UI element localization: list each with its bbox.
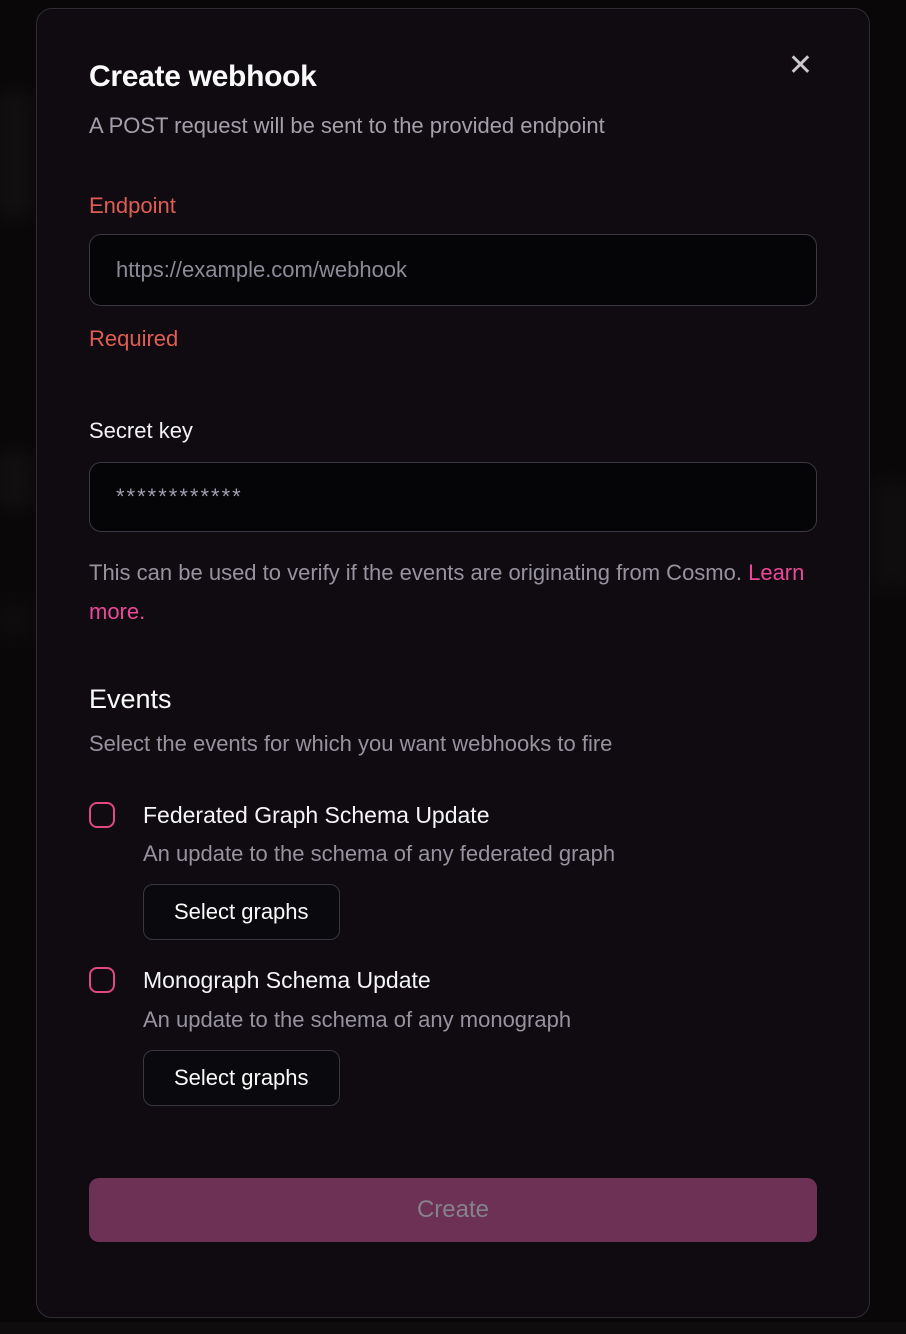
secret-key-input[interactable] bbox=[89, 462, 817, 532]
endpoint-label: Endpoint bbox=[89, 192, 176, 218]
close-button[interactable] bbox=[788, 51, 813, 81]
event-body bbox=[143, 964, 571, 1106]
dimmed-background-remnant bbox=[0, 450, 34, 510]
select-graphs-button-federated[interactable]: Select graphs bbox=[143, 884, 340, 940]
secret-key-help bbox=[89, 554, 817, 631]
dimmed-background-strip bbox=[0, 1322, 906, 1334]
dimmed-background-remnant bbox=[0, 600, 34, 640]
event-label: Monograph Schema Update bbox=[143, 967, 431, 994]
endpoint-required-error: Required bbox=[89, 326, 179, 352]
event-label: Federated Graph Schema Update bbox=[143, 801, 490, 828]
event-row-monograph bbox=[89, 964, 817, 1106]
event-description: An update to the schema of any federated graph bbox=[143, 840, 616, 866]
create-button[interactable]: Create bbox=[89, 1178, 817, 1242]
endpoint-input[interactable] bbox=[89, 234, 817, 306]
secret-key-help-text: This can be used to verify if the events are originating from Cosmo. bbox=[89, 560, 749, 586]
learn-more-link[interactable]: Learn more. bbox=[89, 560, 805, 624]
event-checkbox-federated[interactable] bbox=[89, 802, 115, 828]
select-graphs-button-monograph[interactable]: Select graphs bbox=[143, 1050, 340, 1106]
event-row-federated-graph bbox=[89, 799, 817, 941]
dimmed-background-remnant bbox=[870, 480, 906, 590]
event-checkbox-monograph[interactable] bbox=[89, 967, 115, 993]
close-icon: ✕ bbox=[787, 49, 813, 82]
events-description: Select the events for which you want webhooks to fire bbox=[89, 730, 613, 756]
secret-key-label: Secret key bbox=[89, 418, 193, 444]
event-description: An update to the schema of any monograph bbox=[143, 1006, 572, 1032]
dimmed-background-remnant bbox=[0, 90, 34, 220]
events-heading: Events bbox=[89, 684, 172, 715]
dialog-subtitle: A POST request will be sent to the provided endpoint bbox=[89, 113, 605, 138]
event-body bbox=[143, 799, 615, 941]
create-webhook-dialog bbox=[36, 8, 870, 1318]
page-title: Create webhook bbox=[89, 60, 317, 93]
